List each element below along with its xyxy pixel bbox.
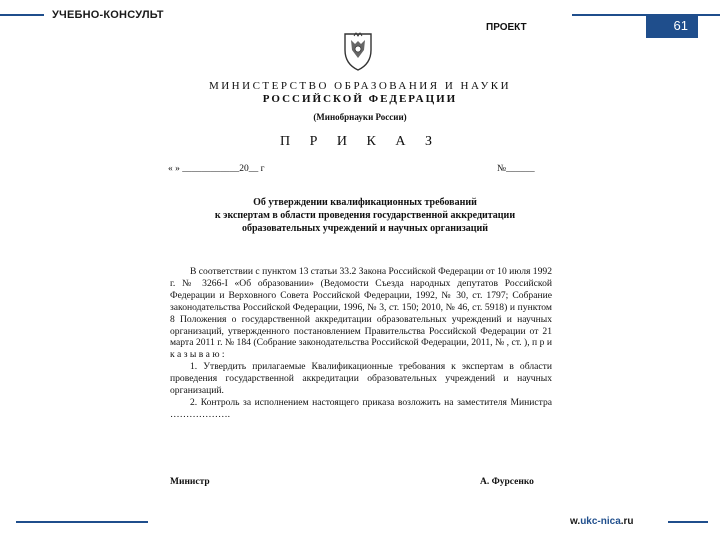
- site-brand: ukc-nica: [580, 516, 621, 527]
- title-line-1: Об утверждении квалификационных требований: [253, 197, 477, 208]
- slide-number: 61: [646, 14, 698, 38]
- site-prefix: w.: [570, 516, 581, 527]
- title-line-2: к экспертам в области проведения государственной аккредитации: [214, 210, 516, 221]
- ministry-short-name: (Минобрнауки России): [313, 112, 407, 122]
- paragraph-item-1: 1. Утвердить прилагаемые Квалификационные требования к экспертам в области проведения государственной аккредитации образовательных учреждений и научных организаций.: [170, 361, 552, 397]
- title-line-3: образовательных учреждений и научных организаций: [241, 223, 489, 234]
- paragraph-item-2: 2. Контроль за исполнением настоящего приказа возложить на заместителя Министра ……………….: [170, 396, 552, 420]
- ministry-line-1: МИНИСТЕРСТВО ОБРАЗОВАНИЯ И НАУКИ: [208, 80, 512, 92]
- footer-website: [570, 516, 634, 527]
- site-suffix: .ru: [620, 516, 634, 527]
- paragraph-preamble: В соответствии с пунктом 13 статьи 33.2 Закона Российской Федерации от 10 июля 1992 г. № 3266-I «Об образовании» (Ведомости Съезда народных депутатов Российской Федерации и Верховного Совета Российской Федерации, 1992, № 30, ст. 1797; Собрание законодательства Российской Федерации, 1996, № 3, ст. 150; 2010, № 46, ст. 5918) и пунктом 8 Положения о государственной аккредитации образовательных учреждений и научных организаций, утвержденного постановлением Правительства Российской Федерации от 21 марта 2011 г. № 184 (Собрание законодательства Российской Федерации, 2011, № , ст. ), п р и к а з ы в а ю :: [170, 266, 552, 361]
- signer-name: А. Фурсенко: [480, 477, 534, 487]
- footer-rule-left: [16, 521, 148, 523]
- draft-label: ПРОЕКТ: [486, 22, 527, 33]
- coat-of-arms-icon: [339, 28, 377, 72]
- order-heading: П Р И К А З: [280, 134, 440, 149]
- header-rule-left: [0, 14, 44, 16]
- document-body: [170, 266, 552, 421]
- order-number: №______: [497, 164, 535, 174]
- order-date: « » ____________20__ г: [168, 164, 265, 174]
- document-title: [180, 196, 550, 235]
- footer-rule-right: [668, 521, 708, 523]
- brand-name: УЧЕБНО-КОНСУЛЬТ: [52, 9, 164, 21]
- signer-title: Министр: [170, 477, 210, 487]
- ministry-line-2: РОССИЙСКОЙ ФЕДЕРАЦИИ: [262, 93, 458, 105]
- ministry-name: [170, 80, 550, 106]
